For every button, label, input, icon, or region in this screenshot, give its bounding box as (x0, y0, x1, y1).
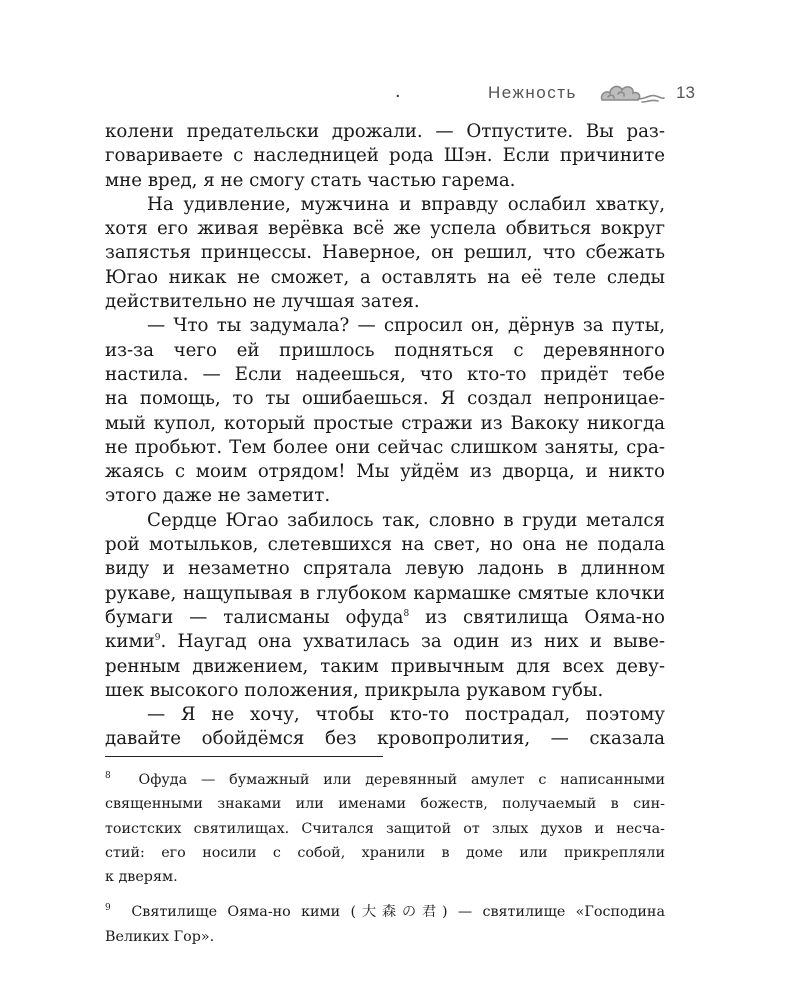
text-line (105, 630, 665, 654)
footnote-divider (105, 756, 383, 757)
footnote-line: тоистских святилищах. Считался защитой от злых духов и несча- (105, 820, 665, 837)
text-line: говариваете с наследницей рода Шэн. Если причините (105, 145, 665, 167)
text-line: не пробьют. Тем более они сейчас слишком заняты, сра- (105, 436, 665, 458)
text-line: жаясь с моим отрядом! Мы уйдём из дворца, и никто (105, 461, 665, 483)
footnote-9 (105, 904, 665, 953)
text-line: мне вред, я не смогу стать частью гарема. (105, 169, 516, 191)
text-line: мый купол, который простые стражи из Вакоку никогда (105, 412, 665, 434)
text-segment: бумаги — талисманы офуда (105, 606, 404, 628)
footnote-8 (105, 772, 665, 893)
chapter-title: Нежность (488, 83, 577, 102)
text-line: на помощь, то ты ошибаешься. Я создал непроницае- (105, 388, 665, 410)
footnote-number: 9 (105, 903, 111, 914)
footnote-marker: 9 (154, 633, 161, 644)
footnote-line: стий: его носили с собой, хранили в доме или прикрепляли (105, 844, 665, 861)
text-segment: из святилища Ояма-но (409, 606, 665, 628)
text-line: этого даже не заметит. (105, 485, 331, 507)
footnote-line: к дверям. (105, 869, 178, 886)
footnote-marker: 8 (403, 608, 410, 619)
footnote-line: священными знаками или именами божеств, получаемый в син- (105, 796, 665, 813)
text-line: виду и незаметно спрятала левую ладонь в длинном (105, 558, 665, 580)
text-line: колени предательски дрожали. — Отпустите. Вы раз- (105, 121, 665, 142)
text-line: Югао никак не сможет, а оставлять на её теле следы (105, 266, 665, 288)
footnote-text: Офуда — бумажный или деревянный амулет с написанными (138, 772, 665, 788)
text-line: ренным движением, таким привычным для всех деву- (105, 655, 665, 677)
footnote-line: Великих Гор». (105, 928, 215, 945)
text-line (105, 606, 665, 630)
running-header (395, 80, 705, 110)
header-dot: . (395, 80, 401, 102)
text-segment: кими (105, 631, 155, 653)
text-line: Сердце Югао забилось так, словно в груди метался (147, 509, 665, 531)
page-number: 13 (676, 83, 695, 102)
text-line: рой мотыльков, слетевшихся на свет, но она не подала (105, 534, 665, 556)
text-line: из-за чего ей пришлось подняться с деревянного (105, 339, 665, 361)
footnote-line (105, 772, 665, 796)
text-line: — Я не хочу, чтобы кто-то пострадал, поэтому (147, 704, 665, 726)
main-text (105, 120, 665, 752)
text-line: На удивление, мужчина и вправду ослабил хватку, (147, 193, 665, 215)
footnotes (105, 772, 665, 964)
text-line: настила. — Если надеешься, что кто-то придёт тебе (105, 363, 665, 385)
text-line: хотя его живая верёвка всё же успела обвиться вокруг (105, 218, 665, 240)
text-line: шек высокого положения, прикрыла рукавом губы. (105, 679, 604, 701)
text-line: запястья принцессы. Наверное, он решил, что сбежать (105, 242, 665, 264)
footnote-number: 8 (105, 771, 111, 782)
cloud-ornament-icon (598, 80, 666, 106)
text-line: действительно не лучшая затея. (105, 291, 420, 313)
footnote-text: Святилище Ояма-но кими (大森の君) — святилище «Господина (131, 904, 665, 921)
text-segment: . Наугад она ухватилась за один из них и выве- (160, 631, 665, 653)
text-line: — Что ты задумала? — спросил он, дёрнув за путы, (147, 315, 665, 337)
text-line: давайте обойдёмся без кровопролития, — сказала (105, 728, 665, 750)
footnote-line (105, 904, 665, 928)
text-line: рукаве, нащупывая в глубоком кармашке смятые клочки (105, 582, 665, 604)
